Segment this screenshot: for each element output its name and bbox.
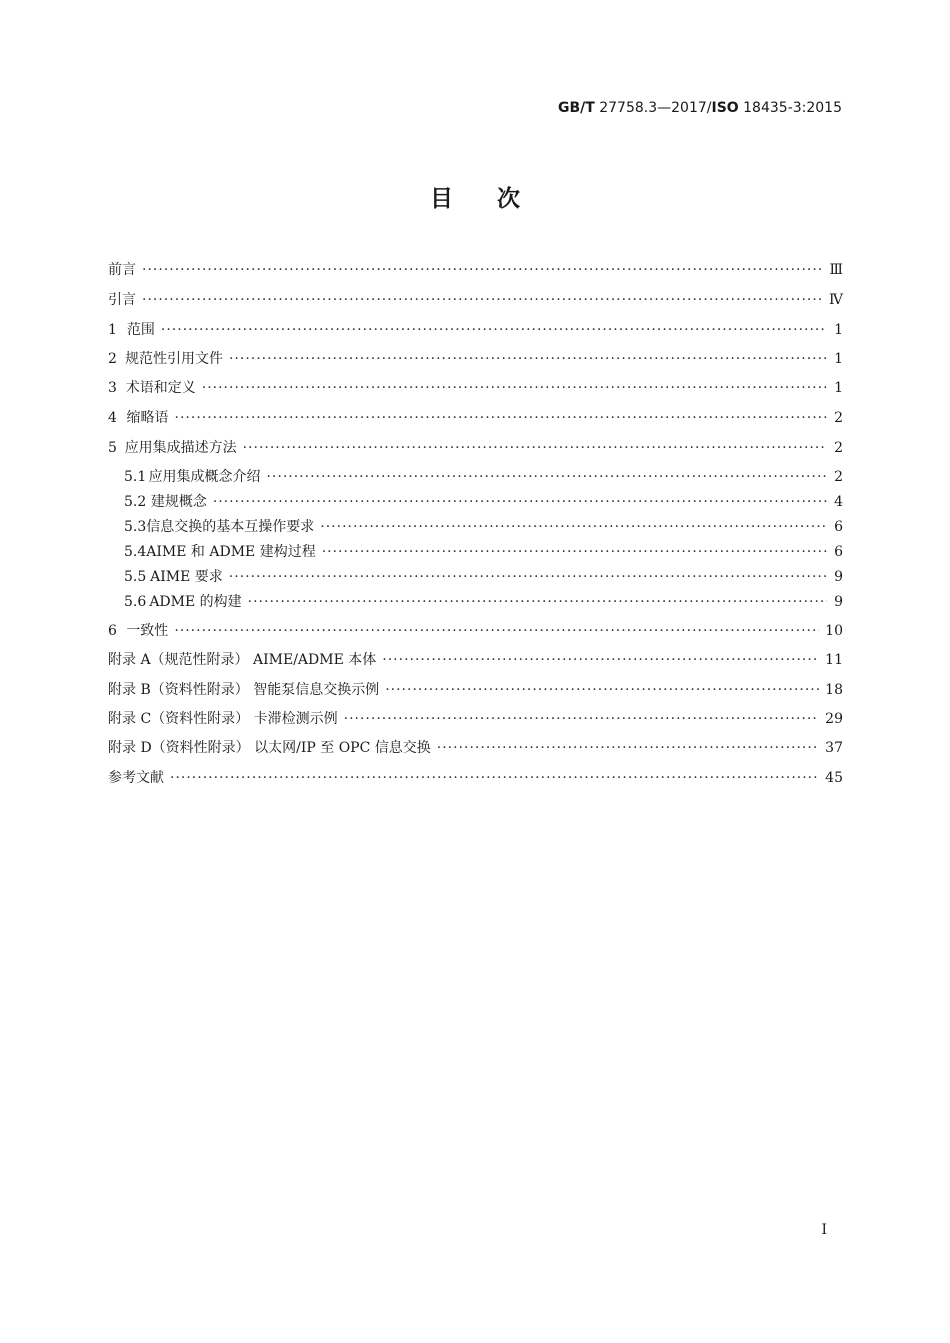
toc-entry-page: 1 [834,380,843,396]
toc-entry-label: 规范性引用文件 [124,351,223,367]
toc-entry[interactable] [108,736,843,760]
toc-entry-number: 4 [108,410,117,426]
toc-entry[interactable] [108,258,843,282]
toc-entry-number: 5.4 [124,544,147,560]
toc-entry-label: 附录 D（资料性附录） 以太网/IP 至 OPC 信息交换 [108,740,431,756]
standard-code-number: 27758.3—2017/ [594,100,712,116]
page-title: 目次 [430,186,564,212]
toc-entry-number: 5.1 [124,469,147,485]
toc-entry[interactable] [124,515,843,539]
toc-entry-page: 6 [834,544,843,560]
toc-entry-label: 术语和定义 [125,380,196,396]
toc-dot-leader [161,318,827,342]
toc-dot-leader [243,436,827,460]
toc-entry-label: 附录 A（规范性附录） AIME/ADME 本体 [108,652,377,668]
toc-entry-label: ADME 的构建 [149,594,242,610]
toc-entry-number: 6 [108,623,117,639]
standard-code-header [558,100,842,116]
toc-entry-label: 参考文献 [108,770,164,786]
toc-entry-label: 一致性 [126,623,169,639]
toc-entry-number: 5.5 [124,569,147,585]
toc-entry-page: 9 [834,569,843,585]
toc-entry-label: AIME 要求 [150,569,223,585]
toc-entry-label: 范围 [126,322,155,338]
toc-entry-page: 37 [825,740,843,756]
toc-entry[interactable] [124,565,843,589]
standard-code-iso: ISO [711,100,739,116]
toc-dot-leader [174,619,819,643]
toc-entry[interactable] [124,590,843,614]
toc-entry[interactable] [108,288,843,312]
toc-entry-page: 1 [834,322,843,338]
standard-code-gbt: GB/T [557,100,595,116]
toc-entry[interactable] [108,619,843,643]
toc-entry[interactable] [108,648,843,672]
toc-entry-page: 2 [834,440,843,456]
toc-entry-number: 5 [108,440,117,456]
toc-dot-leader [382,648,819,672]
toc-entry-page: 11 [825,652,843,668]
toc-entry-label: 引言 [108,292,136,308]
toc-entry-page: Ⅲ [829,262,843,278]
toc-dot-leader [175,406,827,430]
toc-dot-leader [202,376,827,400]
toc-entry-page: 18 [825,682,843,698]
toc-dot-leader [213,490,827,514]
toc-entry-number: 5.3 [124,519,147,535]
toc-entry-page: 2 [834,469,843,485]
toc-dot-leader [322,540,827,564]
toc-dot-leader [142,258,823,282]
toc-entry-label: 信息交换的基本互操作要求 [146,519,315,535]
toc-entry-number: 5.6 [124,594,147,610]
toc-entry-page: 4 [834,494,843,510]
toc-entry-page: 9 [834,594,843,610]
toc-entry-label: 应用集成概念介绍 [148,469,261,485]
toc-entry-page: 10 [825,623,843,639]
toc-entry[interactable] [124,490,843,514]
toc-dot-leader [229,565,827,589]
standard-code-iso-number: 18435-3:2015 [738,100,842,116]
toc-entry[interactable] [108,766,843,790]
toc-dot-leader [344,707,820,731]
toc-dot-leader [385,678,819,702]
toc-dot-leader [437,736,819,760]
toc-entry-page: 6 [834,519,843,535]
toc-entry[interactable] [108,347,843,371]
toc-entry-page: 45 [825,770,843,786]
toc-entry-label: 附录 B（资料性附录） 智能泵信息交换示例 [108,682,380,698]
toc-entry[interactable] [108,707,843,731]
toc-entry[interactable] [124,465,843,489]
toc-entry[interactable] [108,376,843,400]
toc-entry[interactable] [108,406,843,430]
toc-entry-label: AIME 和 ADME 建构过程 [146,544,316,560]
toc-dot-leader [320,515,827,539]
toc-entry-label: 附录 C（资料性附录） 卡滞检测示例 [108,711,338,727]
toc-entry-number: 2 [108,351,117,367]
toc-dot-leader [170,766,819,790]
toc-entry-page: 1 [834,351,843,367]
toc-entry-page: 2 [834,410,843,426]
footer-page-number: Ⅰ [821,1222,827,1238]
toc-entry[interactable] [108,436,843,460]
toc-entry-page: Ⅳ [829,292,843,308]
toc-entry-number: 5.2 [124,494,147,510]
toc-entry-number: 3 [108,380,117,396]
toc-entry-number: 1 [108,322,117,338]
toc-entry-label: 建规概念 [150,494,207,510]
toc-entry-page: 29 [825,711,843,727]
toc-entry[interactable] [108,318,843,342]
toc-entry[interactable] [124,540,843,564]
toc-dot-leader [248,590,827,614]
toc-entry-label: 前言 [108,262,136,278]
toc-dot-leader [266,465,827,489]
toc-entry-label: 缩略语 [126,410,169,426]
toc-entry[interactable] [108,678,843,702]
toc-entry-label: 应用集成描述方法 [124,440,237,456]
toc-dot-leader [142,288,823,312]
toc-dot-leader [229,347,827,371]
